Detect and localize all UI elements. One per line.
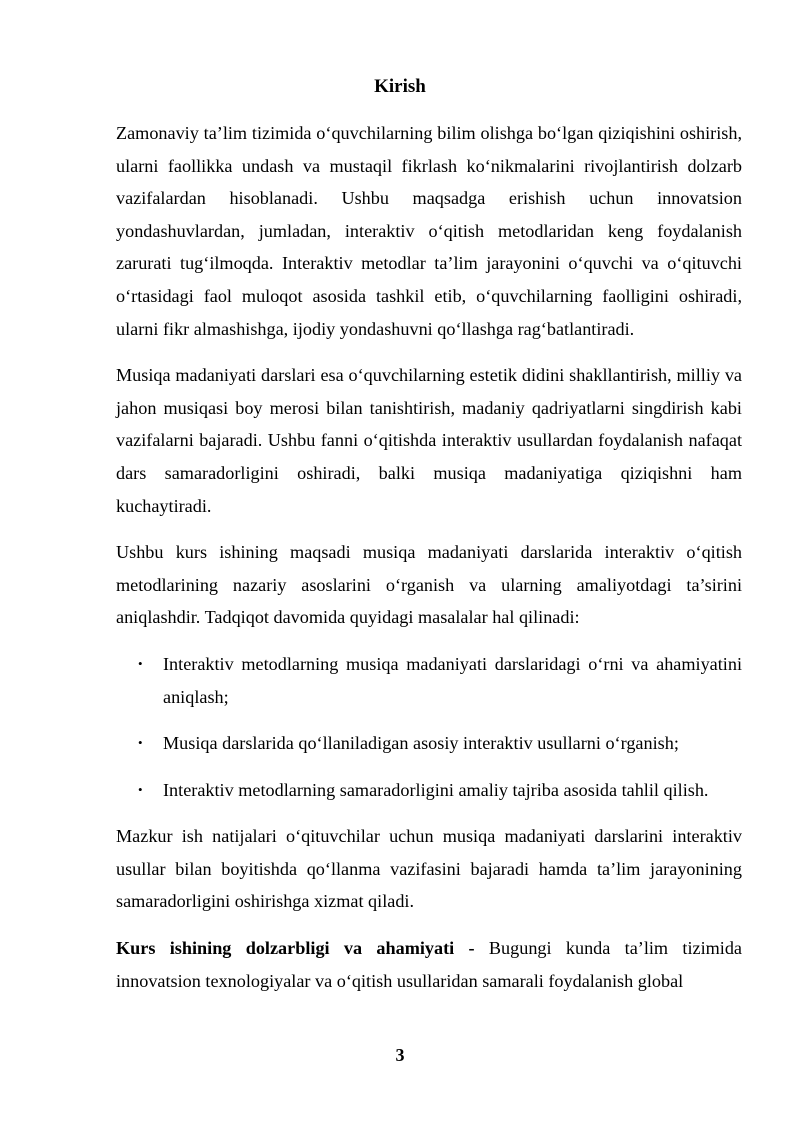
intro-paragraph-2: Musiqa madaniyati darslari esa o‘quvchilarning estetik didini shakllantirish, milliy va jahon musiqasi boy merosi bilan tanishtirish, madaniy qadriyatlarni singdirish kabi vazifalarni bajaradi. Ushbu fanni o‘qitishda interaktiv usullardan foydalanish nafaqat dars samaradorligini oshiradi, balki musiqa madaniyatiga qiziqishni ham kuchaytiradi. [116,365,742,516]
bullet-icon: • [138,781,143,797]
relevance-heading: Kurs ishining dolzarbligi va ahamiyati - [116,938,475,959]
bullet-icon: • [138,735,143,751]
relevance-paragraph [116,932,742,997]
list-item [116,774,742,807]
intro-paragraph-1: Zamonaviy ta’lim tizimida o‘quvchilarning bilim olishga bo‘lgan qiziqishini oshirish, ularni faollikka undash va mustaqil fikrlash ko‘nikmalarini rivojlantirish dolzarb vazifalardan hisoblanadi. Ushbu maqsadga erishish uchun innovatsion yondashuvlardan, jumladan, interaktiv o‘qitish metodlaridan keng foydalanish zarurati tug‘ilmoqda. Interaktiv metodlar ta’lim jarayonini o‘quvchi va o‘qituvchi o‘rtasidagi faol muloqot asosida tashkil etib, o‘quvchilarning faolligini oshiradi, ularni fikr almashishga, ijodiy yondashuvni qo‘llashga rag‘batlantiradi. [116,123,742,339]
tasks-list [116,648,742,806]
list-item-text: Interaktiv metodlarning musiqa madaniyati darslaridagi o‘rni va ahamiyatini aniqlash; [163,653,742,707]
list-item-text: Interaktiv metodlarning samaradorligini amaliy tajriba asosida tahlil qilish. [163,779,709,800]
intro-paragraph-3: Ushbu kurs ishining maqsadi musiqa madaniyati darslarida interaktiv o‘qitish metodlarining nazariy asoslarini o‘rganish va ularning amaliyotdagi ta’sirini aniqlashdir. Tadqiqot davomida quyidagi masalalar hal qilinadi: [116,542,742,628]
list-item [116,648,742,713]
page-title: Kirish [374,76,426,97]
list-item-text: Musiqa darslarida qo‘llaniladigan asosiy interaktiv usullarni o‘rganish; [163,733,679,754]
closing-paragraph: Mazkur ish natijalari o‘qituvchilar uchun musiqa madaniyati darslarini interaktiv usullar bilan boyitishda qo‘llanma vazifasini bajaradi hamda ta’lim jarayonining samaradorligini oshirishga xizmat qiladi. [116,826,742,912]
page-number: 3 [395,1045,405,1065]
list-item [116,727,742,760]
bullet-icon: • [138,655,143,671]
relevance-text: Bugungi kunda ta’lim tizimida innovatsion texnologiyalar va o‘qitish usullaridan samarali foydalanish global [116,938,742,991]
document-body [116,117,742,1011]
